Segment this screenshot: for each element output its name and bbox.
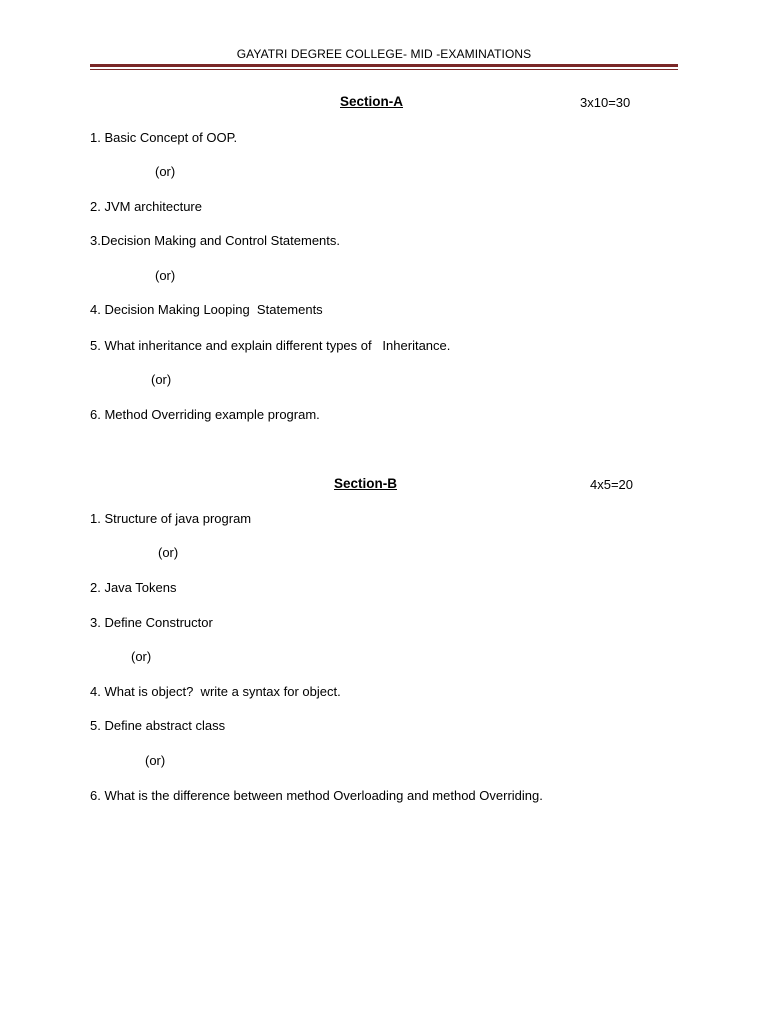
section-a-marks: 3x10=30 xyxy=(580,95,631,110)
section-b-question-5: 5. Define abstract class xyxy=(90,718,226,733)
section-b-question-6: 6. What is the difference between method Overloading and method Overriding. xyxy=(90,788,543,803)
section-a-question-5: 5. What inheritance and explain different types of Inheritance. xyxy=(90,338,451,353)
header-rule-thick xyxy=(90,64,678,67)
section-a-question-1: 1. Basic Concept of OOP. xyxy=(90,130,238,145)
section-a-question-4: 4. Decision Making Looping Statements xyxy=(90,302,323,317)
section-b-or-3: (or) xyxy=(145,753,166,768)
section-b-or-2: (or) xyxy=(131,649,152,664)
section-a-or-3: (or) xyxy=(151,372,172,387)
section-b-title: Section-B xyxy=(334,476,398,491)
section-a-or-2: (or) xyxy=(155,268,176,283)
section-b-marks: 4x5=20 xyxy=(590,477,634,492)
header-rule-thin xyxy=(90,69,678,70)
section-b-question-2: 2. Java Tokens xyxy=(90,580,177,595)
section-b-question-3: 3. Define Constructor xyxy=(90,615,213,630)
section-a-question-3: 3.Decision Making and Control Statements. xyxy=(90,233,341,248)
section-b-or-1: (or) xyxy=(158,545,179,560)
section-a-question-2: 2. JVM architecture xyxy=(90,199,202,214)
section-a-title: Section-A xyxy=(340,94,404,109)
section-a-question-6: 6. Method Overriding example program. xyxy=(90,407,320,422)
section-a-or-1: (or) xyxy=(155,164,176,179)
college-exam-title: GAYATRI DEGREE COLLEGE- MID -EXAMINATIONS xyxy=(236,47,532,61)
section-b-question-1: 1. Structure of java program xyxy=(90,511,252,526)
section-b-question-4: 4. What is object? write a syntax for object. xyxy=(90,684,341,699)
